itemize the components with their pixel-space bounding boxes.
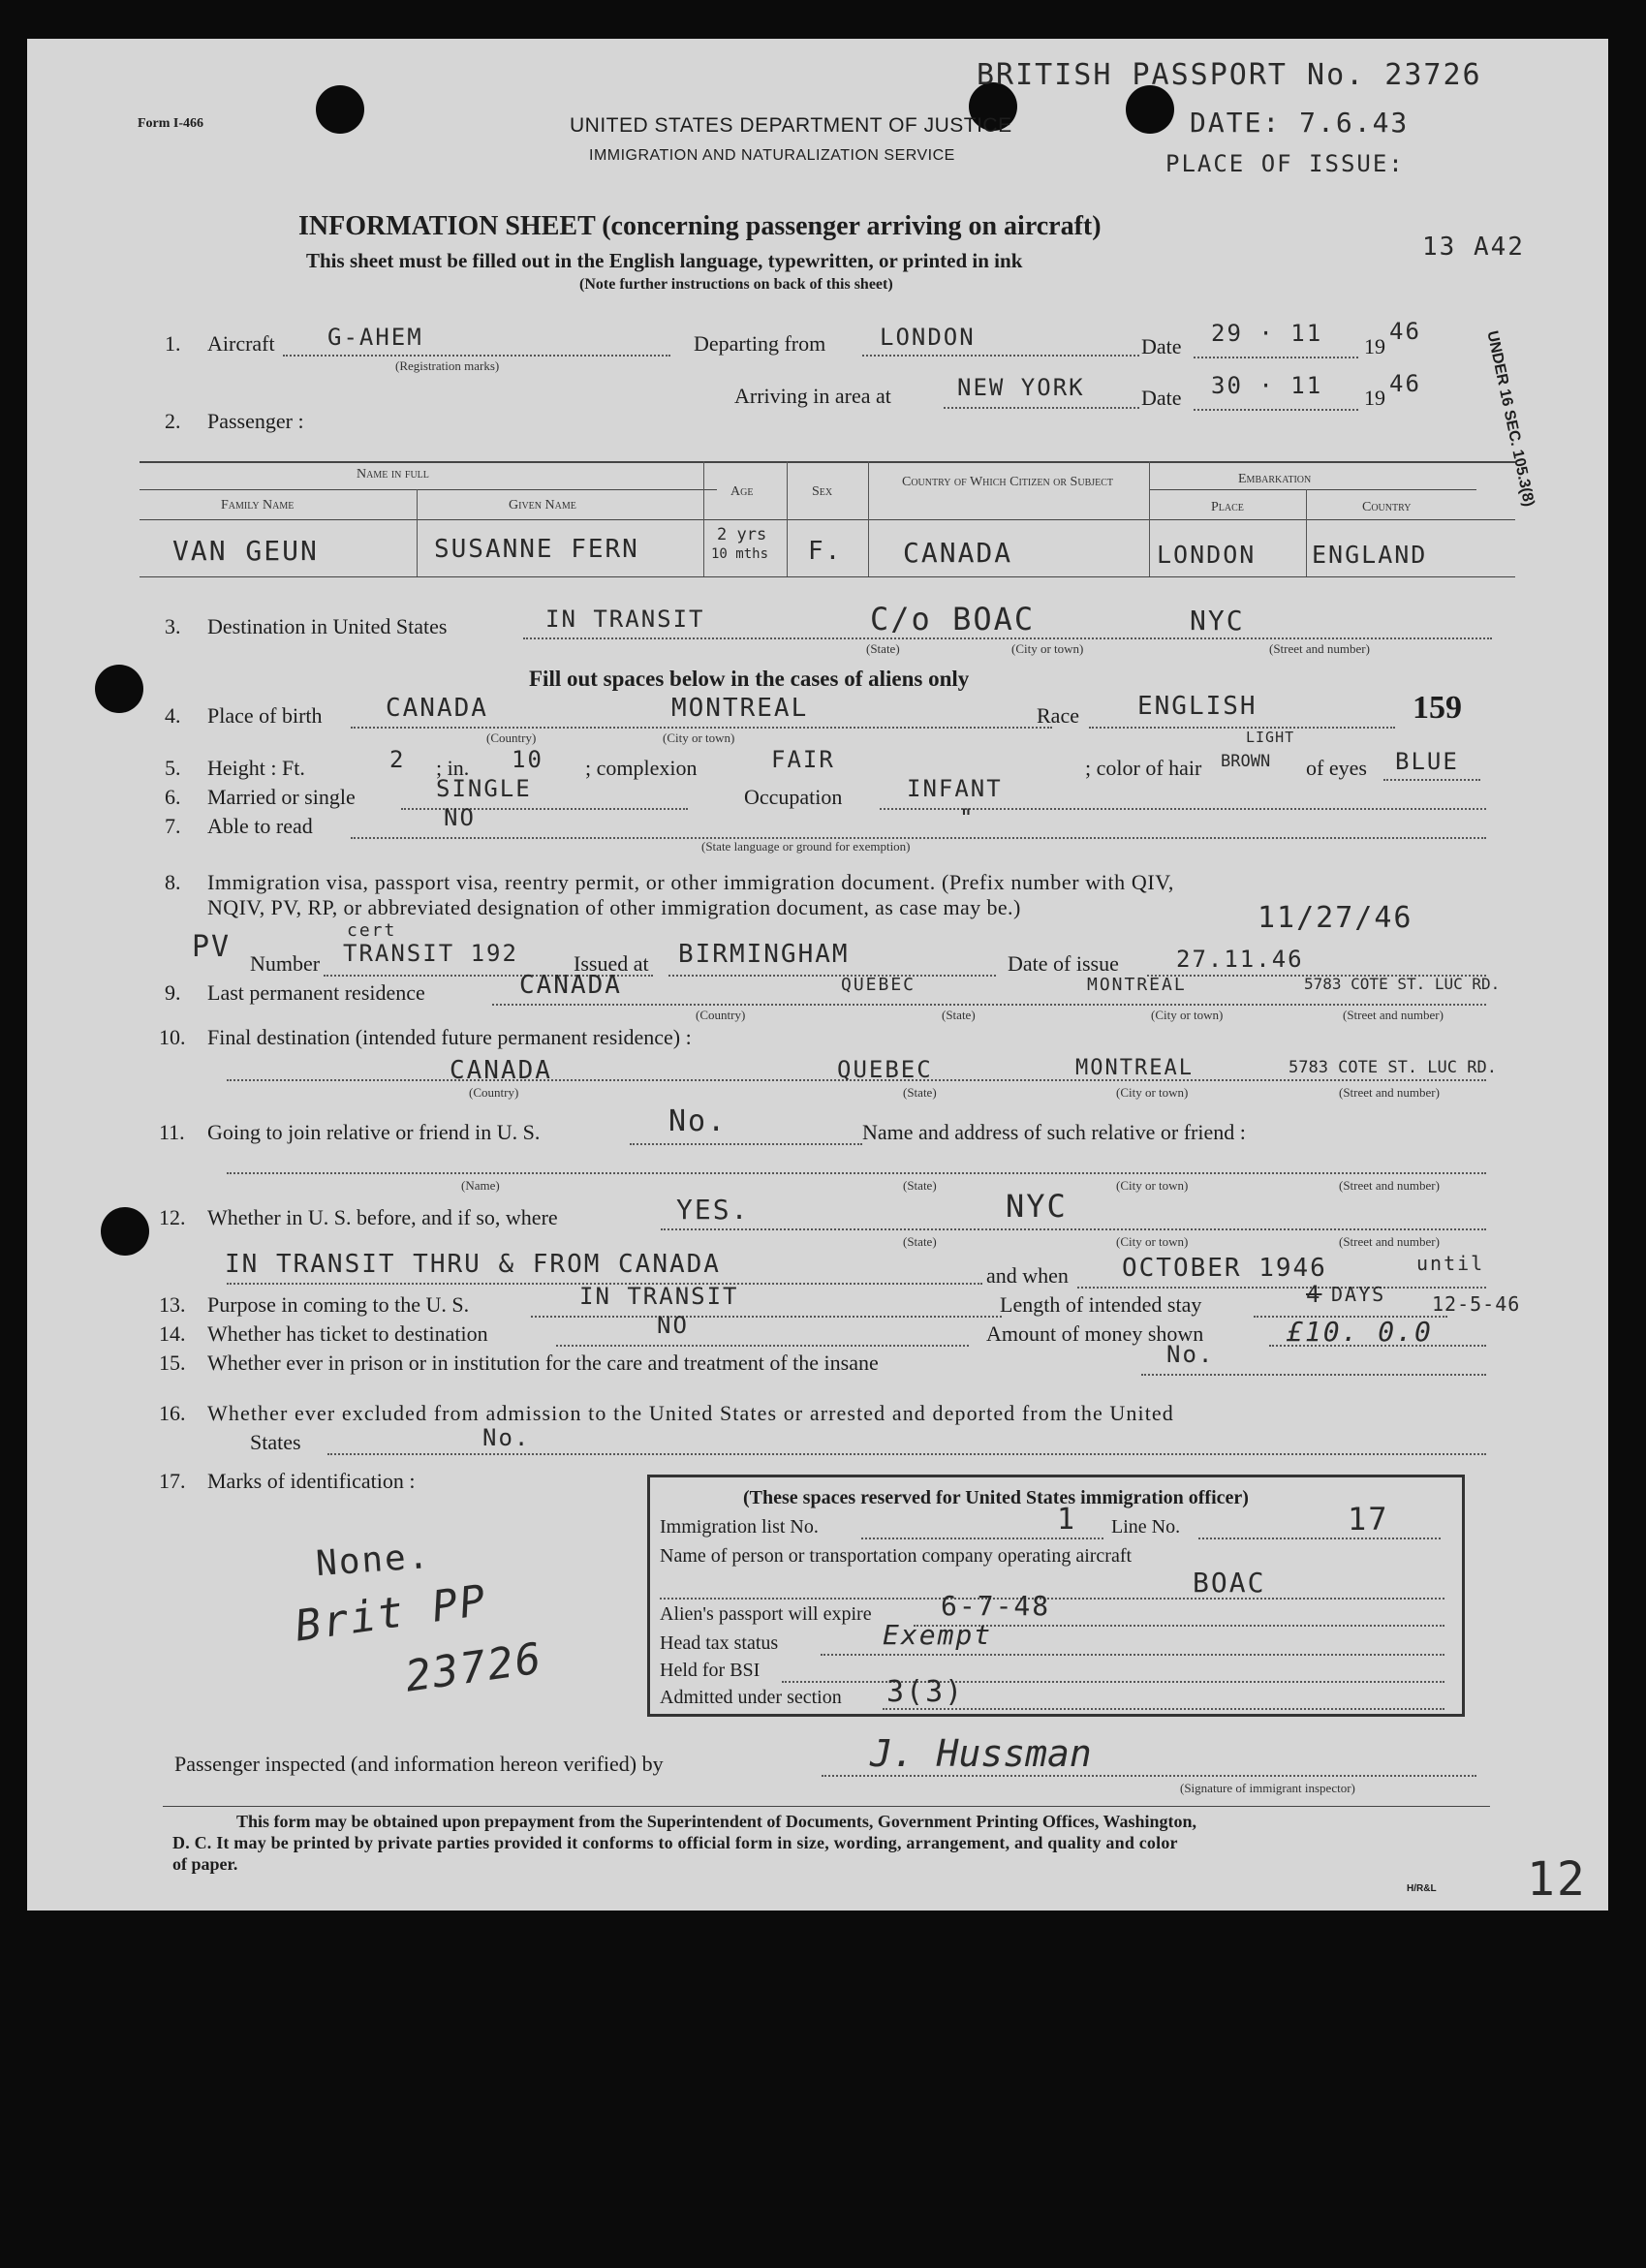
purpose-label: Purpose in coming to the U. S. — [207, 1292, 470, 1317]
list-label: Immigration list No. — [660, 1516, 819, 1538]
issued-value: BIRMINGHAM — [678, 940, 850, 969]
destination-street: NYC — [1190, 605, 1245, 637]
punch-hole — [1126, 85, 1174, 134]
identification-note-3: 23726 — [402, 1633, 546, 1702]
final-state: QUEBEC — [837, 1056, 933, 1083]
registration-caption: (Registration marks) — [395, 358, 500, 373]
residence-label: Last permanent residence — [207, 980, 425, 1005]
visa-text-2: NQIV, PV, RP, or abbreviated designation of other immigration document, as case may be.) — [207, 895, 1021, 919]
excluded-text-1: Whether ever excluded from admission to the United States or arrested and deported from the United — [207, 1401, 1174, 1425]
final-city: MONTREAL — [1075, 1056, 1194, 1080]
aircraft-value: G-AHEM — [327, 324, 423, 351]
form-sheet — [27, 39, 1608, 1911]
height-feet: 2 — [389, 746, 406, 773]
city-caption: (City or town) — [1116, 1085, 1189, 1100]
final-destination-label: Final destination (intended future permanent residence) : — [207, 1025, 692, 1049]
occupation-label: Occupation — [744, 785, 843, 809]
departing-value: LONDON — [880, 324, 976, 351]
birth-label: Place of birth — [207, 703, 323, 728]
final-country: CANADA — [450, 1056, 552, 1085]
number-note: cert — [347, 920, 397, 941]
married-label: Married or single — [207, 785, 356, 809]
purpose-value: IN TRANSIT — [579, 1283, 739, 1310]
aliens-heading: Fill out spaces below in the cases of aliens only — [529, 667, 970, 691]
country-caption: (Country) — [486, 730, 537, 745]
tax-value: Exempt — [883, 1619, 993, 1651]
stay-note: 12-5-46 — [1432, 1292, 1521, 1316]
state-caption: (State) — [903, 1085, 937, 1100]
ticket-label: Whether has ticket to destination — [207, 1321, 488, 1346]
passenger-label: Passenger : — [207, 409, 304, 433]
place-header: Place — [1211, 500, 1244, 514]
money-label: Amount of money shown — [986, 1321, 1204, 1346]
visa-number: TRANSIT 192 — [343, 940, 518, 967]
eyes-label: of eyes — [1306, 756, 1367, 780]
punch-hole — [316, 85, 364, 134]
ticket-value: NO — [657, 1312, 689, 1339]
embarkation-place-value: LONDON — [1157, 541, 1257, 569]
item-number: 9. — [165, 980, 181, 1005]
given-name-value: SUSANNE FERN — [434, 535, 639, 564]
section-label: Admitted under section — [660, 1687, 842, 1708]
height-inches: 10 — [512, 746, 543, 773]
join-relative-label: Going to join relative or friend in U. S. — [207, 1120, 541, 1144]
age-header: Age — [730, 484, 754, 499]
form-number: Form I-466 — [138, 116, 204, 131]
street-caption: (Street and number) — [1339, 1085, 1440, 1100]
expire-value: 6-7-48 — [941, 1590, 1051, 1622]
year-prefix: 19 — [1364, 386, 1385, 410]
officer-heading: (These spaces reserved for United States immigration officer) — [743, 1487, 1249, 1508]
city-caption: (City or town) — [1116, 1178, 1189, 1193]
expire-label: Alien's passport will expire — [660, 1603, 872, 1625]
city-caption: (City or town) — [1116, 1234, 1189, 1249]
eyes-value: BLUE — [1395, 748, 1459, 775]
race-value: ENGLISH — [1137, 692, 1258, 721]
form-title: INFORMATION SHEET (concerning passenger arriving on aircraft) — [298, 211, 1102, 241]
form-note: (Note further instructions on back of this sheet) — [579, 276, 893, 293]
destination-state: IN TRANSIT — [545, 606, 705, 633]
operator-label: Name of person or transportation company operating aircraft — [660, 1545, 1133, 1567]
date-label: Date — [1141, 386, 1182, 410]
signature-caption: (Signature of immigrant inspector) — [1180, 1781, 1355, 1795]
arrival-date: 30 · 11 — [1211, 372, 1323, 399]
officer-box — [647, 1475, 1465, 1717]
relative-name-label: Name and address of such relative or friend : — [862, 1120, 1246, 1144]
complexion-value: FAIR — [771, 746, 835, 773]
visa-text-1: Immigration visa, passport visa, reentry permit, or other immigration document. (Prefix number with QIV, — [207, 870, 1175, 894]
destination-city: C/o BOAC — [870, 601, 1036, 637]
state-caption: (State) — [942, 1008, 976, 1022]
citizen-header: Country of Which Citizen or Subject — [901, 475, 1114, 489]
inspector-signature: J. Hussman — [870, 1732, 1092, 1775]
complexion-label: ; complexion — [585, 756, 698, 780]
city-caption: (City or town) — [663, 730, 735, 745]
race-label: Race — [1037, 703, 1079, 728]
visited-detail: IN TRANSIT THRU & FROM CANADA — [225, 1250, 721, 1279]
excluded-text-2: States — [250, 1430, 301, 1454]
when-note: until — [1416, 1252, 1485, 1275]
tax-label: Head tax status — [660, 1632, 779, 1654]
embarkation-country-value: ENGLAND — [1312, 541, 1428, 569]
residence-state: QUEBEC — [841, 975, 916, 995]
stay-struck: 4 — [1306, 1281, 1322, 1308]
street-caption: (Street and number) — [1339, 1234, 1440, 1249]
item-number: 6. — [165, 785, 181, 809]
residence-city: MONTREAL — [1087, 975, 1187, 995]
item-number: 1. — [165, 331, 181, 356]
item-number: 15. — [159, 1351, 186, 1375]
identification-label: Marks of identification : — [207, 1469, 416, 1493]
read-value: NO — [444, 804, 476, 831]
item-number: 17. — [159, 1469, 186, 1493]
street-caption: (Street and number) — [1339, 1178, 1440, 1193]
when-value: OCTOBER 1946 — [1122, 1254, 1327, 1283]
country-caption: (Country) — [696, 1008, 746, 1022]
birth-city: MONTREAL — [671, 694, 809, 723]
item-number: 5. — [165, 756, 181, 780]
footer-line-1: This form may be obtained upon prepayment from the Superintendent of Documents, Government Printing Offices, Washington, — [236, 1812, 1197, 1831]
footer-line-2: D. C. It may be printed by private parties provided it conforms to official form in size, wording, arrangement, and quality and color — [172, 1833, 1178, 1852]
item-number: 12. — [159, 1205, 186, 1229]
state-caption: (State) — [866, 641, 900, 656]
stamped-number: 159 — [1413, 690, 1462, 726]
identification-note-2: Brit PP — [292, 1575, 491, 1652]
excluded-value: No. — [482, 1424, 531, 1451]
age-value: 2 yrs — [717, 525, 767, 544]
departure-date: 29 · 11 — [1211, 320, 1323, 347]
family-name-header: Family Name — [221, 498, 295, 513]
annotation-date: DATE: 7.6.43 — [1190, 107, 1410, 139]
hair-label: ; color of hair — [1085, 756, 1202, 780]
sex-value: F. — [808, 537, 843, 566]
residence-country: CANADA — [519, 971, 622, 1000]
date-label: Date — [1141, 334, 1182, 358]
street-caption: (Street and number) — [1269, 641, 1370, 656]
citizen-value: CANADA — [903, 537, 1013, 569]
issue-date-alt: 11/27/46 — [1258, 901, 1413, 935]
read-ditto: " — [959, 804, 976, 831]
aircraft-label: Aircraft — [207, 331, 275, 356]
printer-code: H/R&L — [1407, 1883, 1437, 1894]
inches-label: ; in. — [436, 756, 470, 780]
item-number: 3. — [165, 614, 181, 638]
country-header: Country — [1362, 500, 1412, 514]
prison-value: No. — [1166, 1341, 1215, 1368]
item-number: 8. — [165, 870, 181, 894]
given-name-header: Given Name — [509, 498, 576, 513]
inspected-label: Passenger inspected (and information hereon verified) by — [174, 1752, 664, 1776]
number-label: Number — [250, 951, 321, 976]
hair-value: BROWN — [1221, 752, 1271, 771]
item-number: 11. — [159, 1120, 185, 1144]
join-relative-value: No. — [668, 1104, 728, 1138]
visa-prefix: PV — [192, 930, 232, 964]
destination-label: Destination in United States — [207, 614, 448, 638]
issued-label: Issued at — [574, 951, 649, 976]
sex-header: Sex — [812, 484, 833, 499]
punch-hole — [101, 1207, 149, 1256]
issue-date: 27.11.46 — [1176, 946, 1304, 973]
name-caption: (Name) — [461, 1178, 500, 1193]
read-label: Able to read — [207, 814, 313, 838]
issue-date-label: Date of issue — [1008, 951, 1119, 976]
under-16-stamp: UNDER 16 SEC. 105.3(8) — [1483, 329, 1537, 509]
hair-note: LIGHT — [1246, 729, 1295, 746]
arrival-year: 46 — [1389, 370, 1421, 397]
department-name: UNITED STATES DEPARTMENT OF JUSTICE — [570, 114, 1012, 137]
item-number: 14. — [159, 1321, 186, 1346]
married-value: SINGLE — [436, 775, 532, 802]
prison-label: Whether ever in prison or in institution for the care and treatment of the insane — [207, 1351, 879, 1375]
residence-street: 5783 COTE ST. LUC RD. — [1304, 975, 1501, 993]
item-number: 13. — [159, 1292, 186, 1317]
stay-label: Length of intended stay — [1000, 1292, 1202, 1317]
country-caption: (Country) — [469, 1085, 519, 1100]
stay-value: DAYS — [1331, 1283, 1386, 1306]
arriving-label: Arriving in area at — [734, 384, 891, 408]
item-number: 4. — [165, 703, 181, 728]
item-number: 2. — [165, 409, 181, 433]
street-caption: (Street and number) — [1343, 1008, 1444, 1022]
footer-line-3: of paper. — [172, 1854, 238, 1874]
family-name-value: VAN GEUN — [172, 535, 319, 567]
bsi-label: Held for BSI — [660, 1660, 761, 1681]
item-number: 10. — [159, 1025, 186, 1049]
money-value: £10. 0.0 — [1287, 1316, 1433, 1348]
annotation-passport: BRITISH PASSPORT No. 23726 — [977, 58, 1482, 92]
line-value: 17 — [1348, 1501, 1389, 1538]
departure-year: 46 — [1389, 318, 1421, 345]
visited-city: NYC — [1006, 1188, 1068, 1225]
state-caption: (State) — [903, 1178, 937, 1193]
item-number: 16. — [159, 1401, 186, 1425]
when-label: and when — [986, 1263, 1069, 1288]
list-value: 1 — [1057, 1503, 1077, 1537]
departing-label: Departing from — [694, 331, 826, 356]
final-street: 5783 COTE ST. LUC RD. — [1289, 1058, 1497, 1077]
form-instruction: This sheet must be filled out in the English language, typewritten, or printed in ink — [306, 249, 1023, 272]
city-caption: (City or town) — [1151, 1008, 1224, 1022]
birth-country: CANADA — [386, 694, 488, 723]
identification-note-1: None. — [314, 1536, 432, 1585]
language-caption: (State language or ground for exemption) — [701, 839, 911, 854]
section-value: 3(3) — [886, 1675, 965, 1709]
visited-before-label: Whether in U. S. before, and if so, where — [207, 1205, 558, 1229]
page-mark: 12 — [1527, 1852, 1587, 1907]
embarkation-header: Embarkation — [1238, 472, 1312, 486]
arriving-value: NEW YORK — [957, 374, 1085, 401]
item-number: 7. — [165, 814, 181, 838]
service-name: IMMIGRATION AND NATURALIZATION SERVICE — [589, 147, 955, 164]
state-caption: (State) — [903, 1234, 937, 1249]
age-months-value: 10 mths — [711, 546, 769, 562]
operator-value: BOAC — [1193, 1567, 1266, 1599]
visited-before-value: YES. — [676, 1194, 750, 1226]
annotation-place: PLACE OF ISSUE: — [1165, 150, 1405, 177]
city-caption: (City or town) — [1011, 641, 1084, 656]
name-in-full-header: Name in full — [357, 467, 429, 482]
occupation-value: INFANT — [907, 775, 1003, 802]
year-prefix: 19 — [1364, 334, 1385, 358]
height-label: Height : Ft. — [207, 756, 305, 780]
annotation-code: 13 A42 — [1422, 233, 1525, 262]
punch-hole — [95, 665, 143, 713]
line-label: Line No. — [1111, 1516, 1181, 1538]
